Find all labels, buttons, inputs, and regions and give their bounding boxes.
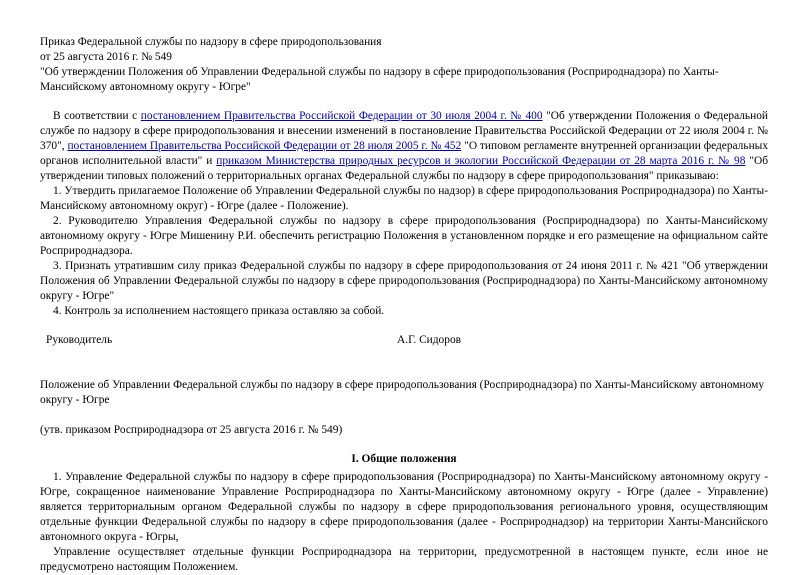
preamble-text-1: В соответствии с [53, 110, 141, 122]
order-item-3: 3. Признать утратившим силу приказ Федеральной службы по надзору в сфере природопользования от 24 июня 2011 г. № 421 "Об утверждении Положения об Управлении Федеральной службы по надзору в сфере природопользования (Росприроднадзора) по Ханты-Мансийскому автономному округу - Югре" [40, 260, 768, 302]
preamble-paragraph [40, 109, 768, 184]
signature-role: Руководитель [46, 334, 113, 346]
preamble-text-4: "Об утверждении типовых положений о территориальных органах Федеральной службы по надзору в сфере природопользования" приказываю: [40, 155, 768, 182]
signature-block [40, 333, 768, 348]
order-item-4: 4. Контроль за исполнением настоящего приказа оставляю за собой. [53, 305, 385, 317]
section-paragraph-1: 1. Управление Федеральной службы по надзору в сфере природопользования (Росприроднадзора) по Ханты-Мансийскому автономному округу - Югре, сокращенное наименование Управление Росприроднадзора по Ханты-Мансийскому автономному округу - Югре (далее - Управление) является территориальным органом Федеральной службы по надзору в сфере природопользования регионального уровня, осуществляющим отдельные функции Федеральной службы по надзору в сфере природопользования (далее - Росприроднадзор) на территории Ханты-Мансийского автономного округа - Югры, [40, 471, 768, 543]
preamble-text-3: "О типовом регламенте внутренней организации федеральных органов исполнительной власти" и [40, 140, 769, 167]
appendix-approved-note: (утв. приказом Росприроднадзора от 25 августа 2016 г. № 549) [40, 424, 343, 436]
preamble-text-2: "Об утверждении Положения о Федеральной службе по надзору в сфере природопользования и внесении изменений в постановление Правительства Российской Федерации от 22 июля 2004 г. № 370", [40, 110, 769, 152]
header-date: от 25 августа 2016 г. № 549 [40, 51, 172, 63]
link-prikaz-98[interactable]: приказом Министерства природных ресурсов и экологии Российской Федерации от 28 марта 2016 г. № 98 [216, 155, 746, 167]
link-postanovlenie-452[interactable]: постановлением Правительства Российской Федерации от 28 июля 2005 г. № 452 [67, 140, 462, 152]
link-postanovlenie-400[interactable]: постановлением Правительства Российской Федерации от 30 июля 2004 г. № 400 [140, 110, 543, 122]
section-title: I. Общие положения [351, 453, 457, 465]
header-subject: "Об утверждении Положения об Управлении Федеральной службы по надзору в сфере природопользования (Росприроднадзора) по Ханты-Мансийскому автономному округу - Югре" [40, 66, 719, 93]
appendix-title: Положение об Управлении Федеральной службы по надзору в сфере природопользования (Росприроднадзора) по Ханты-Мансийскому автономному округу - Югре [40, 379, 765, 406]
document [40, 35, 768, 575]
header-title: Приказ Федеральной службы по надзору в сфере природопользования [40, 36, 382, 48]
order-item-1: 1. Утвердить прилагаемое Положение об Управлении Федеральной службы по надзор) в сфере природопользования Росприроднадзора) по Ханты-Мансийскому автономному округ) - Югре (далее - Положение). [40, 185, 768, 212]
order-item-2: 2. Руководителю Управления Федеральной службы по надзору в сфере природопользования (Росприроднадзора) по Ханты-Мансийскому автономному округу - Югре Мишенину Р.И. обеспечить регистрацию Положения в установленном порядке и его размещение на официальном сайте Росприроднадзора. [40, 215, 768, 257]
signature-name: А.Г. Сидоров [397, 334, 462, 346]
section-paragraph-2: Управление осуществляет отдельные функции Росприроднадзора на территории, предусмотренной в настоящем пункте, если иное не предусмотрено настоящим Положением. [40, 546, 768, 573]
document-header [40, 35, 768, 95]
